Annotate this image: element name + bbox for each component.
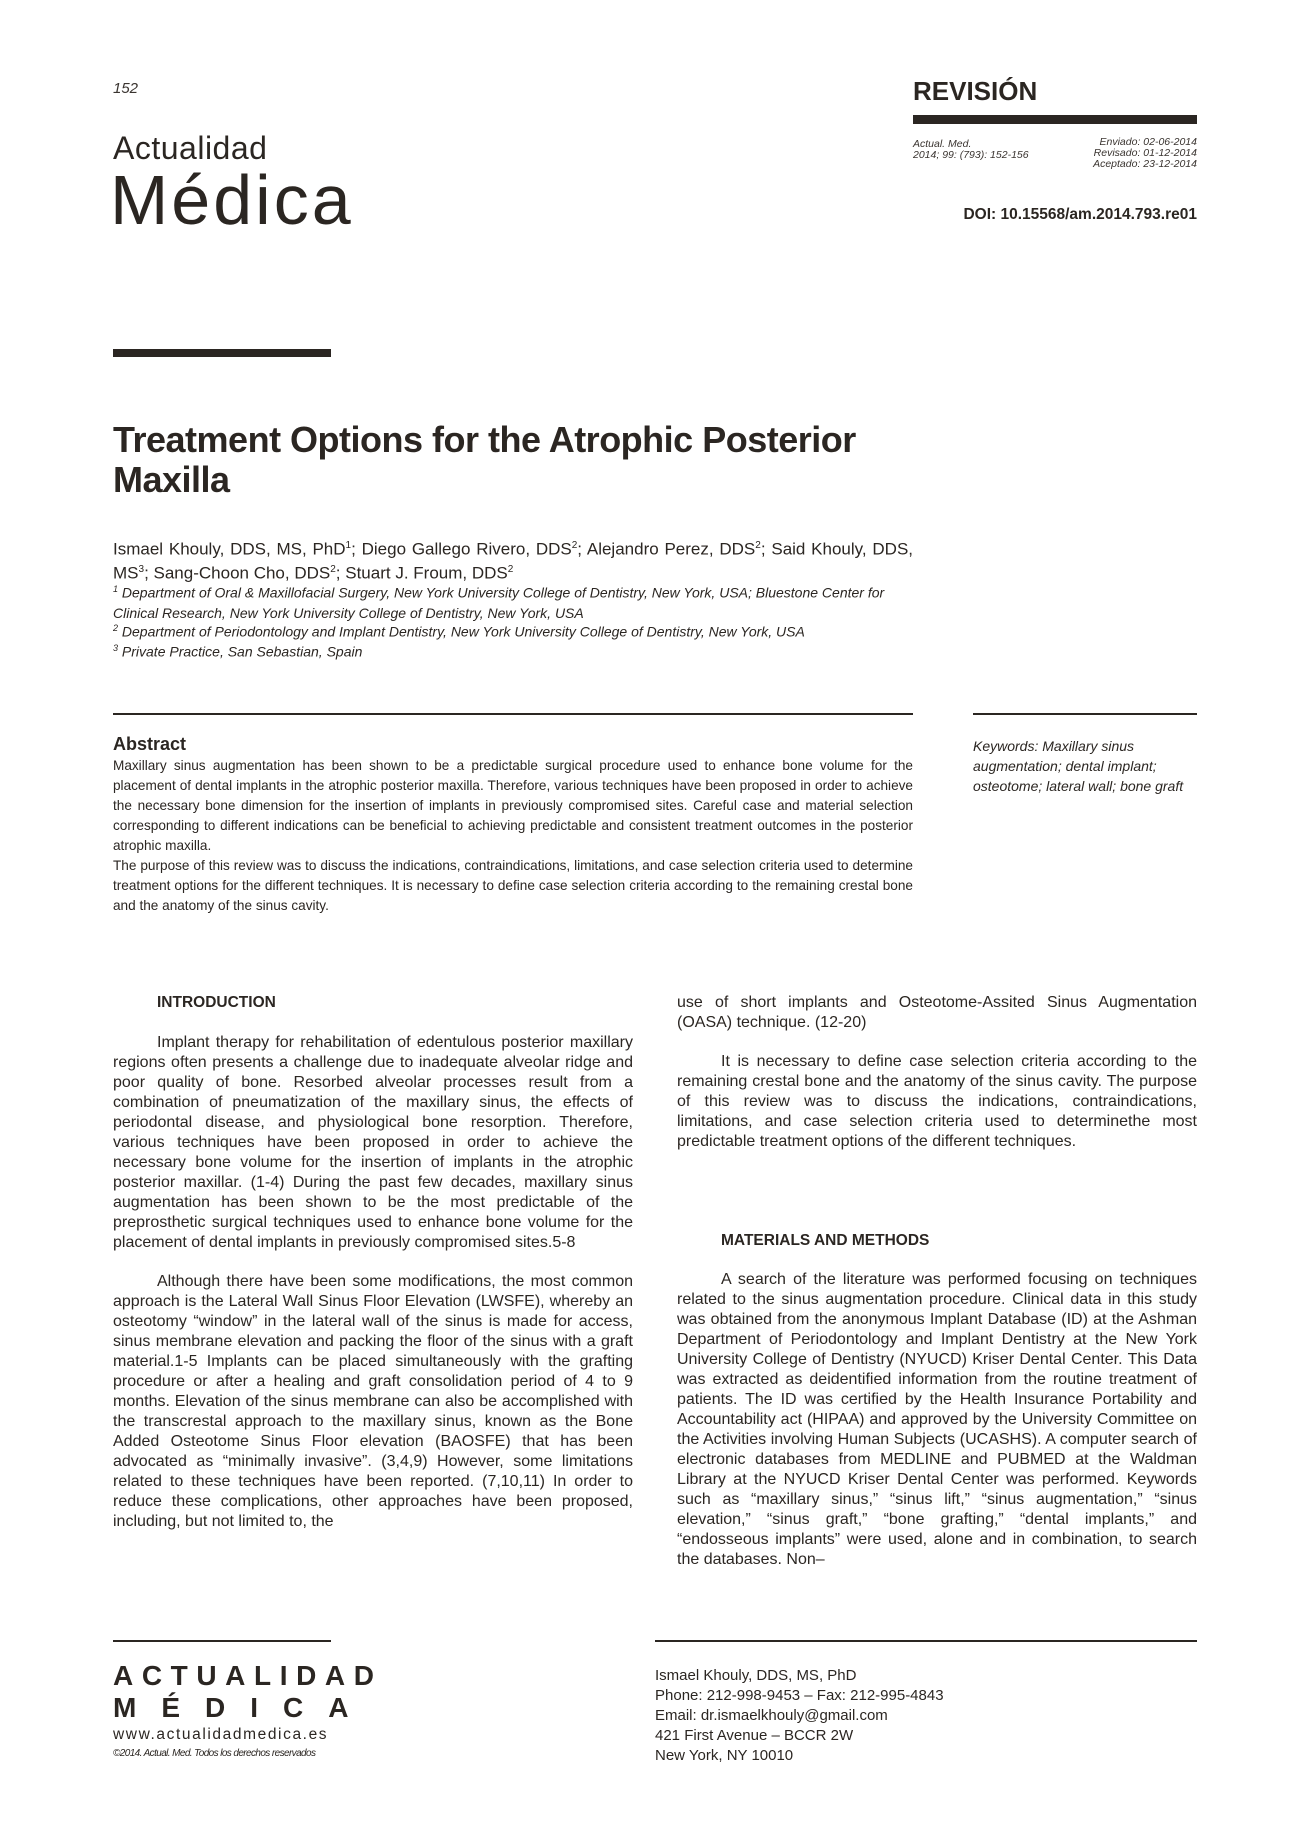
doi-link[interactable]: DOI: 10.15568/am.2014.793.re01 xyxy=(963,206,1197,223)
author-name: Stuart J. Froum, DDS xyxy=(345,563,508,583)
abstract-body xyxy=(113,756,913,916)
affiliation-1-mark: 1 xyxy=(113,584,119,594)
affiliation-2-text: Department of Periodontology and Implant Dentistry, New York University College of Dentistry, New York, USA xyxy=(121,623,805,640)
author-name: Diego Gallego Rivero, DDS xyxy=(361,539,572,559)
citation xyxy=(913,139,1029,161)
author-name: Said Khouly, DDS, MS xyxy=(113,539,914,583)
abstract-heading: Abstract xyxy=(113,734,187,754)
affiliation-2-mark: 2 xyxy=(113,623,119,633)
date-accepted: Aceptado: 23-12-2014 xyxy=(1093,158,1197,170)
footer-contact-rule xyxy=(655,1640,1197,1642)
page-number: 152 xyxy=(113,80,139,97)
footer-website-link[interactable]: www.actualidadmedica.es xyxy=(113,1726,329,1743)
submission-dates xyxy=(1093,137,1197,170)
author-name: Sang-Choon Cho, DDS xyxy=(153,563,331,583)
methods-body xyxy=(677,1270,1197,1570)
citation-line1: Actual. Med. xyxy=(913,138,972,150)
footer-logo-rule xyxy=(113,1640,331,1642)
affiliation-3 xyxy=(113,638,923,662)
section-bar-divider xyxy=(913,115,1197,124)
affiliation-3-text: Private Practice, San Sebastian, Spain xyxy=(121,643,363,660)
contact-address-line2: New York, NY 10010 xyxy=(655,1747,794,1764)
abstract-top-rule xyxy=(113,713,913,715)
author-affiliation-mark: 1 xyxy=(345,540,352,551)
right-column-top xyxy=(677,993,1197,1152)
abstract-paragraph-1: Maxillary sinus augmentation has been shown to be a predictable surgical procedure used to enhance bone volume for the placement of dental implants in the atrophic posterior maxilla. Therefore, various techniques have been proposed in order to achieve the necessary bone dimension for the insertion of implants in previously compromised sites. Careful case and material selection corresponding to different indications can be beneficial to achieving predictable and consistent treatment outcomes in the posterior atrophic maxilla. xyxy=(113,758,913,853)
keywords: Keywords: Maxillary sinus augmentation; dental implant; osteotome; lateral wall; bone graft xyxy=(973,738,1184,794)
section-type: REVISIÓN xyxy=(913,76,1038,106)
author-name: Alejandro Perez, DDS xyxy=(586,539,756,559)
intro-paragraph-2: Although there have been some modifications, the most common approach is the Lateral Wall Sinus Floor Elevation (LWSFE), whereby an osteotomy “window” in the lateral wall of the sinus is made for access, sinus membrane elevation and packing the floor of the sinus with a graft material.1-5 Implants can be placed simultaneously with the grafting procedure or after a healing and graft consolidation period of 4 to 9 months. Elevation of the sinus membrane can also be accomplished with the transcrestal approach to the maxillary sinus, known as the Bone Added Osteotome Sinus Floor elevation (BAOSFE) that has been advocated as “minimally invasive”. (3,4,9) However, some limitations related to these techniques have been reported. (7,10,11) In order to reduce these complications, other approaches have been proposed, including, but not limited to, the xyxy=(113,1273,633,1530)
author-affiliation-mark: 2 xyxy=(330,563,336,575)
affiliation-1 xyxy=(113,579,923,623)
title-bar-divider xyxy=(113,349,331,357)
intro-continued-paragraph: use of short implants and Osteotome-Assited Sinus Augmentation (OASA) technique. (12-20) xyxy=(677,994,1197,1031)
author-list: Ismael Khouly, DDS, MS, PhD$^1$; Diego Gallego Rivero, DDS$^2$; Alejandro Perez, DDS$^2$; Said Khouly, DDS, $MS^3$; Sang-Choon Cho, DDS$^2$; Stuart J. Froum, DDS$^2$ xyxy=(113,539,914,583)
methods-heading: MATERIALS AND METHODS xyxy=(721,1232,930,1249)
affiliation-3-mark: 3 xyxy=(113,643,119,653)
journal-logo-line2: Médica xyxy=(110,161,354,239)
author-affiliation-mark: 2 xyxy=(507,563,514,575)
author-affiliation-mark: 2 xyxy=(571,540,578,551)
date-sent: Enviado: 02-06-2014 xyxy=(1099,136,1197,148)
contact-email[interactable]: Email: dr.ismaelkhouly@gmail.com xyxy=(655,1707,888,1724)
author-name: Ismael Khouly, DDS, MS, PhD xyxy=(113,539,346,559)
intro-paragraph-1: Implant therapy for rehabilitation of edentulous posterior maxillary regions often presents a challenge due to inadequate alveolar ridge and poor quality of bone. Resorbed alveolar processes result from a combination of pneumatization of the maxillary sinus, the effects of periodontal disease, and physiological bone resorption. Therefore, various techniques have been proposed in order to achieve the necessary bone volume for the insertion of implants in the atrophic posterior maxillar. (1-4) During the past few decades, maxillary sinus augmentation has been shown to be the most predictable of the preprosthetic surgical techniques used to enhance bone volume for the placement of dental implants in previously compromised sites.5-8 xyxy=(113,1034,633,1251)
intro-paragraph-3: It is necessary to define case selection criteria according to the remaining crestal bone and the anatomy of the sinus cavity. The purpose of this review was to discuss the indications, contraindications, limitations, and case selection criteria used to determinethe most predictable treatment options of the different techniques. xyxy=(677,1053,1197,1150)
keywords-top-rule xyxy=(973,713,1197,715)
footer-logo-line2: MÉDICA xyxy=(113,1692,374,1723)
affiliation-1-text: Department of Oral & Maxillofacial Surgery, New York University College of Dentistry, New York, USA; Bluestone Center for Clinical Research, New York University College of Dentistry, New York, USA xyxy=(113,584,885,621)
date-revised: Revisado: 01-12-2014 xyxy=(1093,147,1197,159)
contact-address-line1: 421 First Avenue – BCCR 2W xyxy=(655,1727,854,1744)
citation-line2: 2014; 99: (793): 152-156 xyxy=(913,149,1029,161)
footer-copyright: ©2014. Actual. Med. Todos los derechos reservados xyxy=(113,1748,316,1759)
footer-logo-line1: ACTUALIDAD xyxy=(113,1660,383,1691)
abstract-paragraph-2: The purpose of this review was to discuss the indications, contraindications, limitations, and case selection criteria used to determine treatment options for the different techniques. It is necessary to define case selection criteria according to the remaining crestal bone and the anatomy of the sinus cavity. xyxy=(113,858,913,913)
journal-logo-line1: Actualidad xyxy=(113,130,268,166)
methods-paragraph-1: A search of the literature was performed focusing on techniques related to the sinus augmentation procedure. Clinical data in this study was obtained from the anonymous Implant Database (ID) at the Ashman Department of Periodontology and Implant Dentistry at the New York University College of Dentistry (NYUCD) Kriser Dental Center. This Data was extracted as deidentified information from the routine treatment of patients. The ID was certified by the Health Insurance Portability and Accountability act (HIPAA) and approved by the University Committee on the Activities involving Human Subjects (UCASHS). A computer search of electronic databases from MEDLINE and PUBMED at the Waldman Library at the NYUCD Kriser Dental Center was performed. Keywords such as “maxillary sinus,” “sinus lift,” “sinus augmentation,” “sinus elevation,” “sinus graft,” “bone grafting,” “dental implants,” and “endosseous implants” were used, alone and in combination, to search the databases. Non– xyxy=(677,1271,1197,1568)
author-affiliation-mark: 2 xyxy=(755,540,761,551)
introduction-body xyxy=(113,1033,633,1532)
article-title: Treatment Options for the Atrophic Posterior Maxilla xyxy=(113,419,856,500)
corresponding-author-contact xyxy=(655,1666,944,1766)
contact-phone: Phone: 212-998-9453 – Fax: 212-995-4843 xyxy=(655,1687,944,1704)
author-affiliation-mark: 3 xyxy=(138,563,145,575)
contact-name: Ismael Khouly, DDS, MS, PhD xyxy=(655,1667,857,1684)
introduction-heading: INTRODUCTION xyxy=(157,994,276,1011)
